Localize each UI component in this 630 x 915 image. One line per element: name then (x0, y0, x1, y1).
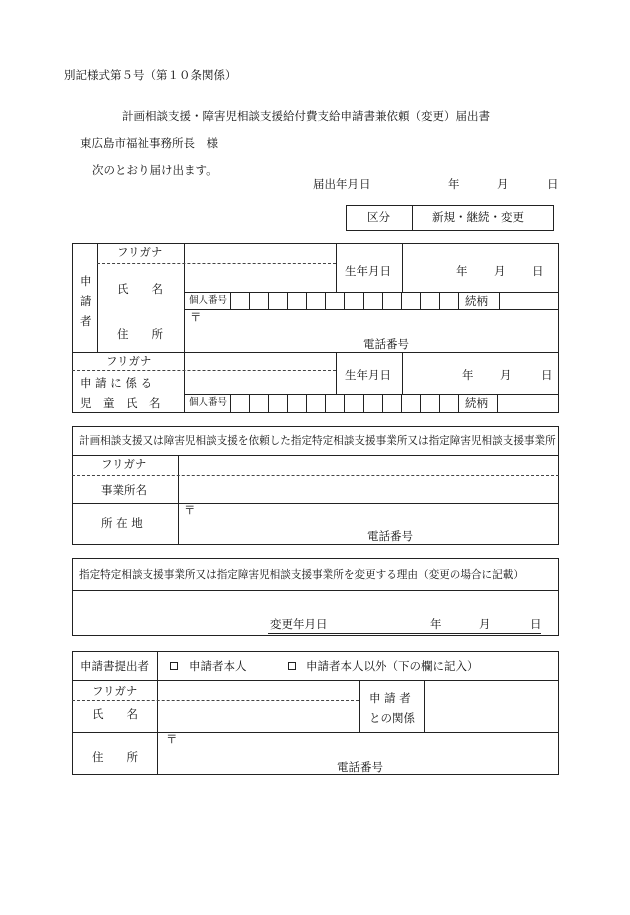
submitter-relation-label-2: との関係 (369, 711, 415, 725)
applicant-side-1: 申 (80, 274, 92, 288)
change-heading: 指定特定相談支援事業所又は指定障害児相談支援事業所を変更する理由（変更の場合に記載） (79, 569, 524, 581)
submitter-self-checkbox[interactable] (170, 662, 178, 670)
submitter-other-label: 申請者本人以外（下の欄に記入） (306, 659, 479, 673)
notify-year: 年 (448, 177, 460, 191)
child-birth-year: 年 (462, 368, 474, 382)
change-month: 月 (479, 617, 491, 631)
applicant-furigana-label: フリガナ (117, 245, 163, 259)
applicant-personal-no-label: 個人番号 (189, 295, 228, 306)
notify-day: 日 (547, 177, 559, 191)
submitter-furigana-label: フリガナ (92, 684, 138, 698)
form-title: 計画相談支援・障害児相談支援給付費支給申請書兼依頼（変更）届出書 (122, 109, 490, 123)
provider-office-name-label: 事業所名 (101, 483, 147, 497)
child-relation-label: 続柄 (465, 396, 488, 410)
category-label: 区分 (367, 210, 390, 224)
submitter-other-checkbox[interactable] (288, 662, 296, 670)
submitter-postal-mark: 〒 (166, 732, 178, 746)
child-birth-label: 生年月日 (345, 368, 391, 382)
applicant-postal-mark: 〒 (190, 310, 202, 324)
provider-location-label: 所 在 地 (101, 516, 143, 530)
change-year: 年 (430, 617, 442, 631)
notify-date-label: 届出年月日 (313, 177, 371, 191)
child-personal-no-label: 個人番号 (189, 397, 228, 408)
change-date-underline (268, 633, 541, 634)
addressee: 東広島市福祉事務所長 様 (80, 136, 218, 150)
applicant-name-label: 氏 名 (117, 282, 163, 296)
applicant-birth-month: 月 (494, 264, 506, 278)
notify-month: 月 (497, 177, 509, 191)
applicant-relation-label: 続柄 (465, 294, 488, 308)
applicant-side-3: 者 (80, 314, 92, 328)
applicant-side-2: 請 (80, 294, 92, 308)
submitter-address-label: 住 所 (92, 750, 138, 764)
applicant-address-label: 住 所 (117, 327, 163, 341)
child-birth-month: 月 (500, 368, 512, 382)
submitter-relation-label-1: 申 請 者 (369, 691, 411, 705)
category-value[interactable]: 新規・継続・変更 (432, 210, 524, 224)
provider-heading: 計画相談支援又は障害児相談支援を依頼した指定特定相談支援事業所又は指定障害児相談支援事業所 (79, 435, 556, 447)
provider-phone-label: 電話番号 (367, 529, 413, 543)
applicant-birth-year: 年 (456, 264, 468, 278)
applicant-birth-label: 生年月日 (345, 264, 391, 278)
change-date-label: 変更年月日 (270, 617, 328, 631)
change-day: 日 (530, 617, 542, 631)
submitter-self-label: 申請者本人 (189, 659, 247, 673)
child-name-label-1: 申 請 に 係 る (80, 376, 153, 390)
child-furigana-label: フリガナ (106, 354, 152, 368)
provider-furigana-label: フリガナ (101, 457, 147, 471)
child-name-label-2: 児 童 氏 名 (80, 396, 161, 410)
intro-text: 次のとおり届け出ます。 (92, 163, 218, 177)
applicant-phone-label: 電話番号 (363, 337, 409, 351)
submitter-label: 申請書提出者 (80, 659, 149, 673)
form-number: 別記様式第５号（第１０条関係） (64, 68, 237, 82)
provider-postal-mark: 〒 (184, 503, 196, 517)
submitter-phone-label: 電話番号 (337, 760, 383, 774)
submitter-name-label: 氏 名 (92, 707, 138, 721)
child-birth-day: 日 (541, 368, 553, 382)
applicant-birth-day: 日 (532, 264, 544, 278)
